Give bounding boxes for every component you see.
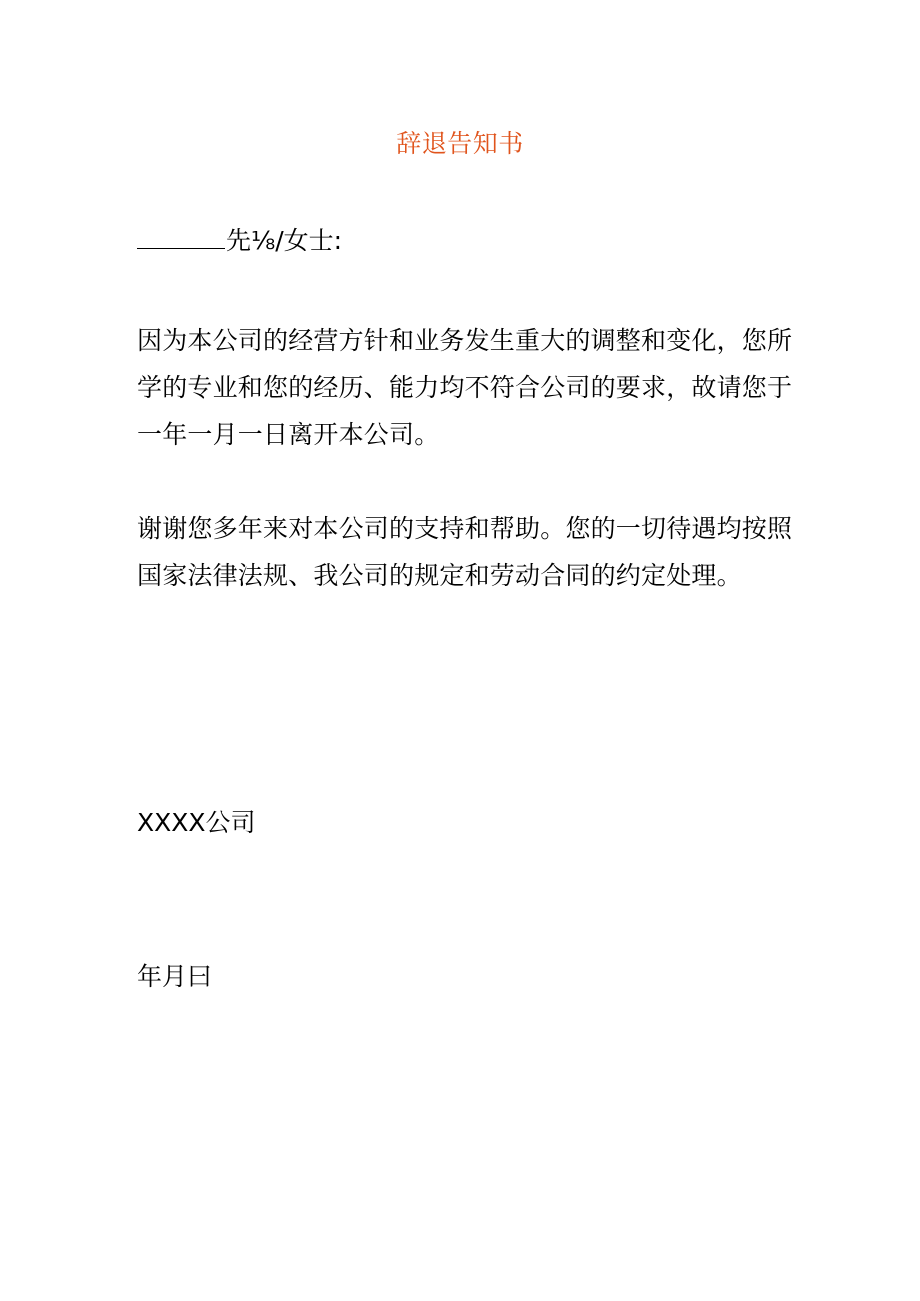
paragraph-line: 一年一月一日离开本公司。 [137, 420, 440, 449]
signature-date: 年月曰 [137, 962, 213, 991]
document-title: 辞退告知书 [396, 129, 524, 158]
paragraph-line: 国家法律法规、我公司的规定和劳动合同的约定处理。 [137, 561, 742, 590]
paragraph-dismissal-reason [137, 317, 793, 458]
paragraph-thanks [137, 505, 793, 599]
salutation-suffix: 先⅛/女士: [226, 226, 343, 255]
paragraph-line: 谢谢您多年来对本公司的支持和帮助。您的一切待遇均按照 [137, 514, 793, 543]
paragraph-line: 学的专业和您的经历、能力均不符合公司的要求，故请您于 [137, 373, 793, 402]
signature-company: XXXX公司 [137, 808, 256, 837]
paragraph-line: 因为本公司的经营方针和业务发生重大的调整和变化，您所 [137, 326, 793, 355]
salutation [137, 222, 342, 259]
name-blank-line [137, 222, 225, 249]
